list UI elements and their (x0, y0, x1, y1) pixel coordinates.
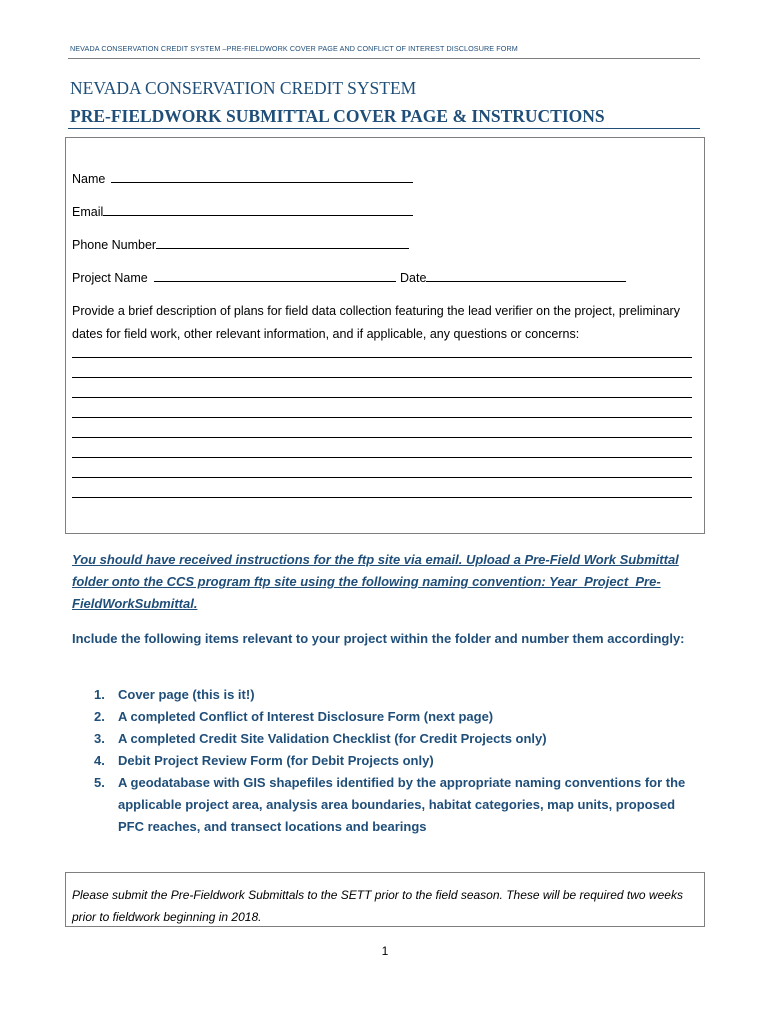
project-name-field[interactable] (72, 271, 396, 285)
name-blank[interactable] (111, 181, 413, 183)
list-item (72, 772, 702, 838)
item-text: A completed Credit Site Validation Checklist (for Credit Projects only) (118, 731, 547, 746)
item-number: 4. (94, 753, 105, 768)
date-blank[interactable] (426, 280, 626, 282)
page-number: 1 (381, 944, 389, 958)
item-number: 5. (94, 775, 105, 790)
description-line[interactable] (72, 477, 692, 478)
phone-field[interactable] (72, 238, 409, 252)
description-line[interactable] (72, 497, 692, 498)
description-line[interactable] (72, 397, 692, 398)
name-field[interactable] (72, 172, 413, 186)
list-item (72, 684, 702, 706)
list-item (72, 706, 702, 728)
project-name-blank[interactable] (154, 280, 396, 282)
item-number: 3. (94, 731, 105, 746)
description-line[interactable] (72, 377, 692, 378)
include-intro: Include the following items relevant to your project within the folder and number them accordingly: (72, 631, 685, 646)
submittal-items-list (72, 684, 702, 838)
ftp-instructions: You should have received instructions for the ftp site via email. Upload a Pre-Field Work Submittal folder onto the CCS program ftp site using the following naming convention: Year_Project_Pre-FieldWorkSubmittal. (72, 552, 679, 611)
phone-label: Phone Number (72, 238, 157, 252)
description-line[interactable] (72, 357, 692, 358)
email-label: Email (72, 205, 104, 219)
email-blank[interactable] (103, 214, 413, 216)
description-prompt: Provide a brief description of plans for field data collection featuring the lead verifier on the project, preliminary dates for field work, other relevant information, and if applicable, any questions or concerns: (72, 304, 680, 341)
item-text: A completed Conflict of Interest Disclosure Form (next page) (118, 709, 494, 724)
item-number: 2. (94, 709, 105, 724)
date-label: Date (400, 271, 427, 285)
submission-note: Please submit the Pre-Fieldwork Submittals to the SETT prior to the field season. These will be required two weeks prior to fieldwork beginning in 2018. (65, 872, 705, 927)
title-divider (68, 128, 700, 129)
item-text: A geodatabase with GIS shapefiles identified by the appropriate naming conventions for the applicable project area, analysis area boundaries, habitat categories, map units, proposed PFC reaches, and transect locations and bearings (118, 775, 686, 834)
item-text: Cover page (this is it!) (118, 687, 255, 702)
item-text: Debit Project Review Form (for Debit Projects only) (118, 753, 434, 768)
description-line[interactable] (72, 417, 692, 418)
date-field[interactable] (400, 271, 626, 285)
description-line[interactable] (72, 437, 692, 438)
name-label: Name (72, 172, 106, 186)
header-divider (68, 58, 700, 59)
list-item (72, 728, 702, 750)
list-item (72, 750, 702, 772)
document-subtitle: PRE-FIELDWORK SUBMITTAL COVER PAGE & INSTRUCTIONS (70, 106, 605, 126)
document-title: NEVADA CONSERVATION CREDIT SYSTEM (70, 78, 417, 98)
email-field[interactable] (72, 205, 413, 219)
running-header: NEVADA CONSERVATION CREDIT SYSTEM –PRE-FIELDWORK COVER PAGE AND CONFLICT OF INTEREST DISCLOSURE FORM (70, 44, 518, 53)
item-number: 1. (94, 687, 105, 702)
description-line[interactable] (72, 457, 692, 458)
project-name-label: Project Name (72, 271, 148, 285)
phone-blank[interactable] (156, 247, 409, 249)
